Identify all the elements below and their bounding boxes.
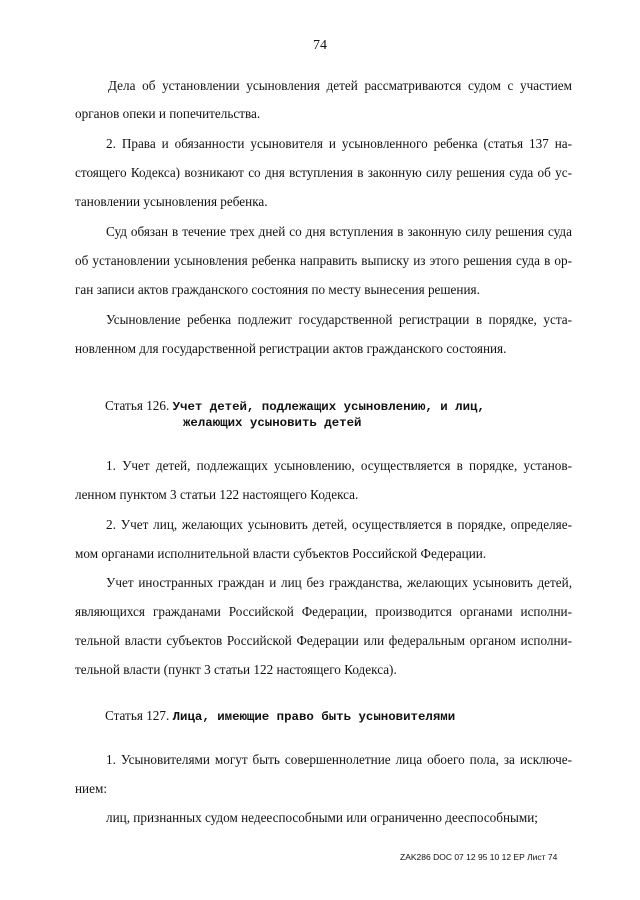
article-title: Учет детей, подлежащих усыновлению, и лиц, (172, 400, 485, 414)
paragraph-line: стоящего Кодекса) возникают со дня вступления в законную силу решения суда об ус- (75, 165, 572, 180)
article-title: желающих усыновить детей (183, 416, 362, 430)
paragraph-line: 2. Права и обязанности усыновителя и усыновленного ребенка (статья 137 на- (106, 136, 572, 151)
article-heading-continuation (183, 414, 361, 431)
paragraph-line: ленном пунктом 3 статьи 122 настоящего Кодекса. (75, 487, 359, 502)
paragraph-line: 2. Учет лиц, желающих усыновить детей, осуществляется в порядке, определяе- (106, 517, 572, 532)
article-number: Статья 127. (105, 708, 173, 723)
paragraph-line: Усыновление ребенка подлежит государственной регистрации в порядке, уста- (106, 312, 572, 327)
paragraph-line: 1. Учет детей, подлежащих усыновлению, осуществляется в порядке, установ- (106, 458, 572, 473)
article-heading (105, 398, 485, 415)
paragraph-line: тельной власти субъектов Российской Федерации или федеральным органом исполни- (75, 633, 572, 648)
paragraph-line: 1. Усыновителями могут быть совершеннолетние лица обоего пола, за исключе- (106, 752, 572, 767)
paragraph-line: тельной власти (пункт 3 статьи 122 настоящего Кодекса). (75, 662, 397, 677)
document-footer: ZAK286 DOC 07 12 95 10 12 ЕР Лист 74 (400, 852, 558, 862)
paragraph-line: нием: (75, 781, 107, 796)
article-heading (105, 708, 455, 725)
page-number: 74 (313, 38, 327, 53)
article-number: Статья 126. (105, 398, 173, 413)
paragraph-line: органов опеки и попечительства. (75, 106, 261, 121)
paragraph-line: Учет иностранных граждан и лиц без гражданства, желающих усыновить детей, (106, 575, 572, 590)
paragraph-line: Дела об установлении усыновления детей рассматриваются судом с участием (108, 78, 572, 93)
paragraph-line: Суд обязан в течение трех дней со дня вступления в законную силу решения суда (106, 224, 572, 239)
paragraph-line: новленном для государственной регистрации актов гражданского состояния. (75, 341, 507, 356)
paragraph-line: лиц, признанных судом недееспособными или ограниченно дееспособными; (106, 810, 538, 825)
article-title: Лица, имеющие право быть усыновителями (172, 710, 456, 724)
paragraph-line: мом органами исполнительной власти субъектов Российской Федерации. (75, 546, 487, 561)
paragraph-line: тановлении усыновления ребенка. (75, 194, 268, 209)
paragraph-line: ган записи актов гражданского состояния по месту вынесения решения. (75, 282, 480, 297)
paragraph-line: являющихся гражданами Российской Федерации, производится органами исполни- (75, 604, 572, 619)
paragraph-line: об установлении усыновления ребенка направить выписку из этого решения суда в ор- (75, 253, 572, 268)
